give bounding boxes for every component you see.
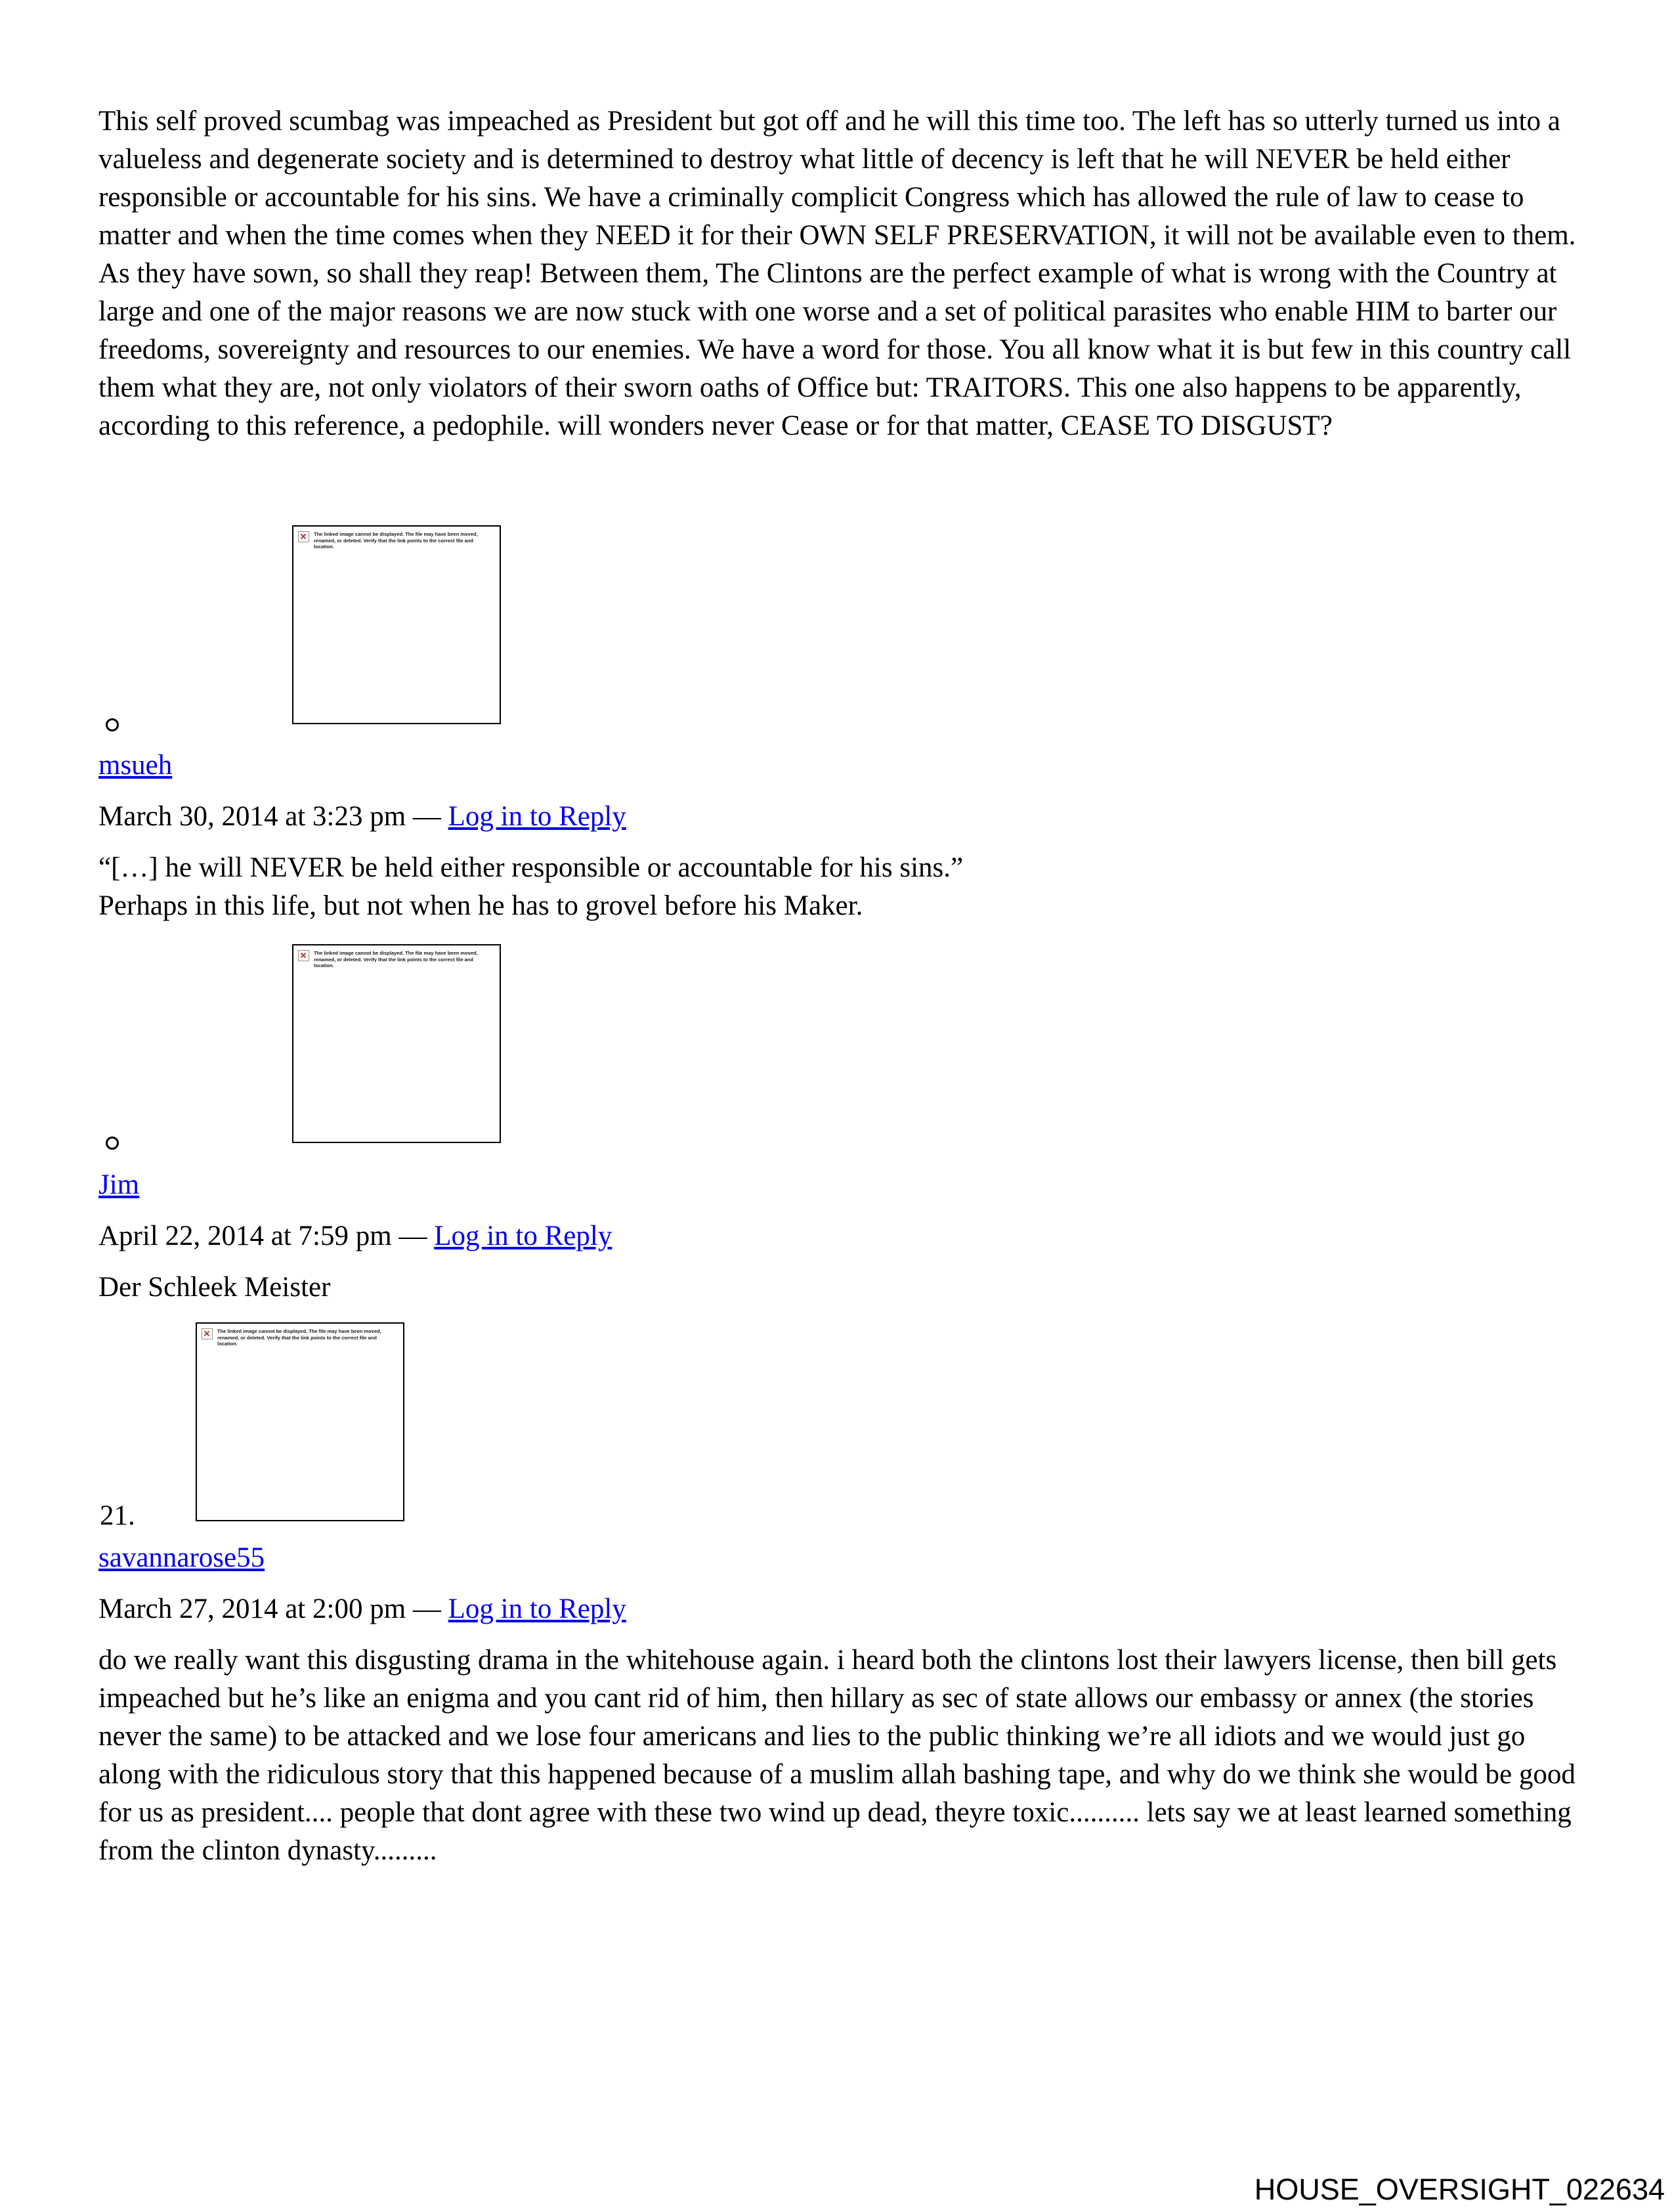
comment-body: “[…] he will NEVER be held either responsible or accountable for his sins.” Perhaps in this life, but not when he has to grovel before his Maker. (98, 852, 964, 921)
list-bullet-marker (106, 718, 119, 731)
list-bullet-marker (106, 1137, 119, 1150)
timestamp-separator: — (406, 801, 448, 832)
comment-body: do we really want this disgusting drama in the whitehouse again. i heard both the clintons lost their lawyers license, then bill gets impeached but he’s like an enigma and you cant rid of him, then hillary as sec of state allows our embassy or annex (the stories never the same) to be attacked and we lose four americans and lies to the public thinking we’re all idiots and we would just go along with the ridiculous story that this happened because of a muslim allah bashing tape, and why do we think she would be good for us as president.... people that dont agree with these two wind up dead, theyre toxic.......... lets say we at least learned something from the clinton dynasty......... (98, 1645, 1576, 1866)
commenter-line (98, 1166, 139, 1204)
broken-image-icon (298, 531, 309, 542)
log-in-to-reply-link[interactable]: Log in to Reply (448, 1594, 626, 1624)
commenter-line (98, 1539, 265, 1577)
comment-timestamp: April 22, 2014 at 7:59 pm (98, 1221, 392, 1251)
broken-image-icon (202, 1328, 213, 1339)
broken-image-message: The linked image cannot be displayed. The file may have been moved, renamed, or deleted. Verify that the link points to the correct file and location. (217, 1328, 381, 1347)
broken-image-icon (298, 950, 309, 961)
comment-meta-line (98, 798, 626, 836)
bates-number: HOUSE_OVERSIGHT_022634 (1254, 2173, 1665, 2206)
intro-paragraph: This self proved scumbag was impeached as President but got off and he will this time too. The left has so utterly turned us into a valueless and degenerate society and is determined to destroy what little of decency is left that he will NEVER be held either responsible or accountable for his sins. We have a criminally complicit Congress which has allowed the rule of law to cease to matter and when the time comes when they NEED it for their OWN SELF PRESERVATION, it will not be available even to them. As they have sown, so shall they reap! Between them, The Clintons are the perfect example of what is wrong with the Country at large and one of the major reasons we are now stuck with one worse and a set of political parasites who enable HIM to barter our freedoms, sovereignty and resources to our enemies. We have a word for those. You all know what it is but few in this country call them what they are, not only violators of their sworn oaths of Office but: TRAITORS. This one also happens to be apparently, according to this reference, a pedophile. will wonders never Cease or for that matter, CEASE TO DISGUST? (98, 106, 1576, 441)
commenter-link[interactable]: savannarose55 (98, 1542, 265, 1573)
comment-timestamp: March 27, 2014 at 2:00 pm (98, 1594, 406, 1624)
commenter-link[interactable]: msueh (98, 750, 173, 781)
timestamp-separator: — (391, 1221, 435, 1251)
comment-body: Der Schleek Meister (98, 1272, 331, 1303)
broken-image-message: The linked image cannot be displayed. The file may have been moved, renamed, or deleted. Verify that the link points to the correct file and location. (314, 531, 478, 550)
broken-avatar-image-placeholder (292, 525, 501, 724)
log-in-to-reply-link[interactable]: Log in to Reply (448, 801, 626, 832)
broken-image-message: The linked image cannot be displayed. The file may have been moved, renamed, or deleted. Verify that the link points to the correct file and location. (314, 950, 478, 968)
comment-meta-line (98, 1217, 612, 1255)
broken-avatar-image-placeholder (292, 944, 501, 1143)
timestamp-separator: — (406, 1594, 448, 1624)
list-number-marker: 21. (100, 1500, 135, 1531)
log-in-to-reply-link[interactable]: Log in to Reply (434, 1221, 612, 1251)
comment-timestamp: March 30, 2014 at 3:23 pm (98, 801, 406, 832)
broken-avatar-image-placeholder (196, 1322, 404, 1521)
comment-meta-line (98, 1590, 626, 1628)
commenter-line (98, 747, 172, 785)
commenter-link[interactable]: Jim (98, 1169, 140, 1200)
